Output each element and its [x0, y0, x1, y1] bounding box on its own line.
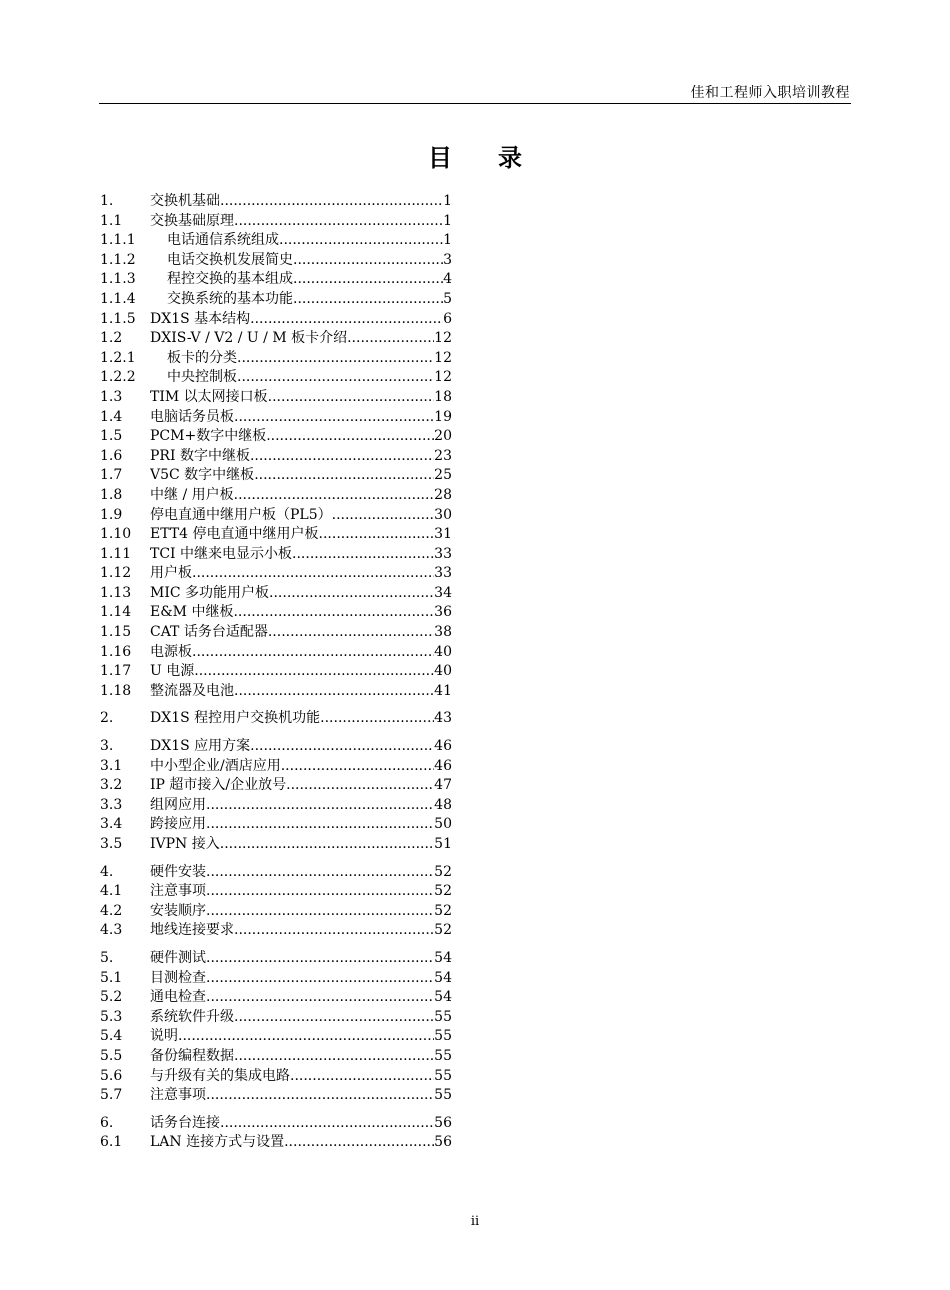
toc-entry-label: 目测检查 — [150, 969, 206, 986]
toc-entry-page: 12 — [434, 330, 452, 347]
toc-entry-number: 5.1 — [100, 969, 123, 986]
toc-entry-label: 组网应用 — [150, 796, 206, 813]
toc-entry[interactable] — [100, 466, 452, 486]
toc-entry-body — [150, 902, 452, 922]
toc-entry-page: 19 — [434, 408, 452, 425]
toc-entry-body — [150, 1067, 452, 1087]
toc-entry-number: 1.8 — [100, 486, 123, 503]
toc-entry-body — [150, 310, 452, 330]
toc-entry-label: V5C 数字中继板 — [150, 467, 255, 484]
toc-entry[interactable] — [100, 1086, 452, 1106]
toc-entry[interactable] — [100, 329, 452, 349]
toc-entry-page: 5 — [443, 290, 452, 307]
toc-entry-number: 3.2 — [100, 777, 123, 794]
toc-entry-label: DXIS-V / V2 / U / M 板卡介绍 — [150, 330, 348, 347]
toc-dot-leader — [206, 882, 434, 902]
toc-entry-label: U 电源 — [150, 663, 195, 680]
toc-entry-label: TCI 中继来电显示小板 — [150, 545, 293, 562]
toc-entry-page: 30 — [434, 506, 452, 523]
toc-entry-number: 1.12 — [100, 565, 132, 582]
toc-entry-page: 25 — [434, 467, 452, 484]
page-number: ii — [470, 1214, 480, 1229]
toc-dot-leader — [347, 329, 434, 349]
toc-dot-leader — [192, 643, 434, 663]
toc-entry-label: IP 超市接入/企业放号 — [150, 777, 287, 794]
page-title — [0, 138, 950, 173]
toc-dot-leader — [319, 525, 435, 545]
toc-dot-leader — [237, 368, 434, 388]
toc-entry-number: 1.9 — [100, 506, 123, 523]
toc-entry[interactable] — [100, 525, 452, 545]
toc-entry-body — [150, 949, 452, 969]
toc-entry-page: 55 — [434, 1028, 452, 1045]
toc-dot-leader — [320, 709, 434, 729]
toc-entry-page: 28 — [434, 486, 452, 503]
toc-entry[interactable] — [100, 1067, 452, 1087]
toc-dot-leader — [266, 427, 434, 447]
toc-entry-body — [150, 737, 452, 757]
toc-dot-leader — [192, 564, 434, 584]
toc-entry[interactable] — [100, 349, 452, 369]
toc-entry-page: 1 — [443, 193, 452, 209]
toc-entry-number: 1.1.5 — [100, 310, 136, 327]
toc-entry-number: 1.1.3 — [100, 271, 136, 288]
toc-entry-page: 46 — [434, 738, 452, 755]
toc-entry[interactable] — [100, 863, 452, 883]
toc-entry-body — [150, 709, 452, 729]
toc-entry-number: 1. — [100, 193, 114, 209]
toc-entry-number: 1.7 — [100, 467, 123, 484]
toc-entry-number: 4. — [100, 863, 114, 880]
toc-entry[interactable] — [100, 709, 452, 729]
toc-entry[interactable] — [100, 486, 452, 506]
toc-dot-leader — [281, 757, 434, 777]
toc-entry-page: 52 — [434, 863, 452, 880]
toc-dot-leader — [269, 584, 434, 604]
toc-entry[interactable] — [100, 682, 452, 702]
toc-entry-body — [150, 349, 452, 369]
toc-entry[interactable] — [100, 623, 452, 643]
toc-entry[interactable] — [100, 231, 452, 251]
toc-entry-number: 2. — [100, 710, 114, 727]
toc-dot-leader — [220, 835, 434, 855]
toc-entry-number: 5.7 — [100, 1087, 123, 1104]
toc-entry-number: 5. — [100, 949, 114, 966]
toc-entry-label: PCM+数字中继板 — [150, 428, 267, 445]
toc-entry-label: 程控交换的基本组成 — [167, 271, 293, 288]
toc-dot-leader — [234, 408, 434, 428]
toc-entry-number: 4.1 — [100, 883, 123, 900]
toc-entry-page: 56 — [434, 1114, 452, 1131]
toc-entry[interactable] — [100, 643, 452, 663]
toc-entry[interactable] — [100, 969, 452, 989]
toc-entry-body — [150, 1047, 452, 1067]
toc-entry-number: 1.4 — [100, 408, 123, 425]
toc-entry-number: 1.3 — [100, 388, 123, 405]
toc-dot-leader — [178, 1027, 434, 1047]
toc-entry-label: 注意事项 — [150, 883, 206, 900]
toc-entry-body — [150, 408, 452, 428]
toc-entry-number: 6.1 — [100, 1134, 123, 1151]
toc-entry-page: 54 — [434, 949, 452, 966]
toc-entry-number: 1.1.4 — [100, 290, 136, 307]
toc-entry-page: 36 — [434, 604, 452, 621]
toc-entry-page: 54 — [434, 989, 452, 1006]
toc-entry-label: 系统软件升级 — [150, 1008, 234, 1025]
toc-entry-label: E&M 中继板 — [150, 604, 234, 621]
toc-entry-body — [150, 815, 452, 835]
toc-entry-number: 1.2.1 — [100, 349, 136, 366]
toc-entry-body — [150, 682, 452, 702]
toc-entry-body — [150, 192, 452, 212]
toc-entry[interactable] — [100, 388, 452, 408]
toc-entry-page: 1 — [443, 232, 452, 249]
toc-entry-label: 安装顺序 — [150, 902, 206, 919]
toc-dot-leader — [194, 662, 434, 682]
toc-entry-body — [150, 427, 452, 447]
toc-entry-body — [150, 466, 452, 486]
toc-entry[interactable] — [100, 506, 452, 526]
toc-entry-label: DX1S 基本结构 — [150, 310, 251, 327]
toc-entry[interactable] — [100, 290, 452, 310]
toc-entry-number: 1.1.2 — [100, 251, 136, 268]
toc-entry-body — [150, 1133, 452, 1153]
toc-entry[interactable] — [100, 427, 452, 447]
toc-entry-label: 交换系统的基本功能 — [167, 290, 293, 307]
toc-entry-page: 55 — [434, 1067, 452, 1084]
toc-entry[interactable] — [100, 1047, 452, 1067]
toc-entry-page: 40 — [434, 663, 452, 680]
toc-entry[interactable] — [100, 815, 452, 835]
toc-entry-body — [150, 882, 452, 902]
toc-dot-leader — [268, 623, 434, 643]
toc-entry-number: 1.1.1 — [100, 232, 136, 249]
toc-entry[interactable] — [100, 564, 452, 584]
toc-entry-label: 与升级有关的集成电路 — [150, 1067, 290, 1084]
toc-entry-number: 3.4 — [100, 816, 123, 833]
toc-entry-body — [150, 525, 452, 545]
toc-entry-number: 3.1 — [100, 757, 123, 774]
toc-entry[interactable] — [100, 882, 452, 902]
toc-entry-number: 3.3 — [100, 796, 123, 813]
toc-entry-body — [150, 988, 452, 1008]
toc-entry-number: 1.6 — [100, 447, 123, 464]
toc-entry-label: 电脑话务员板 — [150, 408, 234, 425]
toc-dot-leader — [293, 270, 443, 290]
toc-entry-body — [150, 835, 452, 855]
toc-dot-leader — [254, 466, 434, 486]
toc-entry-page: 48 — [434, 796, 452, 813]
toc-entry-body — [150, 969, 452, 989]
toc-entry-page: 18 — [434, 388, 452, 405]
toc-entry-label: TIM 以太网接口板 — [150, 388, 268, 405]
toc-dot-leader — [279, 231, 443, 251]
toc-dot-leader — [234, 1008, 434, 1028]
toc-entry[interactable] — [100, 1008, 452, 1028]
toc-entry-page: 55 — [434, 1047, 452, 1064]
toc-entry-number: 1.5 — [100, 428, 123, 445]
toc-entry-label: 停电直通中继用户板（PL5） — [150, 506, 332, 523]
toc-entry-number: 5.4 — [100, 1028, 123, 1045]
toc-entry-body — [150, 1027, 452, 1047]
toc-entry-label: IVPN 接入 — [150, 836, 220, 852]
toc-entry-label: 注意事项 — [150, 1087, 206, 1104]
toc-entry-label: 跨接应用 — [150, 816, 206, 833]
toc-dot-leader — [293, 251, 443, 271]
toc-entry-number: 5.6 — [100, 1067, 123, 1084]
toc-entry-label: 硬件测试 — [150, 949, 206, 966]
toc-entry-page: 47 — [434, 777, 452, 794]
toc-dot-leader — [206, 988, 434, 1008]
toc-dot-leader — [206, 1086, 434, 1106]
toc-dot-leader — [234, 1047, 434, 1067]
toc-dot-leader — [233, 603, 434, 623]
toc-dot-leader — [237, 349, 434, 369]
toc-entry[interactable] — [100, 949, 452, 969]
toc-entry-body — [150, 329, 452, 349]
toc-entry-page: 52 — [434, 922, 452, 939]
toc-entry-body — [150, 506, 452, 526]
toc-entry-number: 1.18 — [100, 682, 132, 699]
toc-dot-leader — [234, 486, 435, 506]
toc-dot-leader — [250, 737, 434, 757]
toc-entry[interactable] — [100, 447, 452, 467]
toc-dot-leader — [292, 545, 434, 565]
toc-entry-number: 5.2 — [100, 989, 123, 1006]
toc-entry-label: 中小型企业/酒店应用 — [150, 757, 281, 774]
toc-entry[interactable] — [100, 251, 452, 271]
toc-entry-body — [150, 863, 452, 883]
toc-entry-number: 4.2 — [100, 902, 123, 919]
toc-entry-page: 46 — [434, 757, 452, 774]
toc-entry-label: LAN 连接方式与设置 — [150, 1134, 285, 1151]
toc-dot-leader — [206, 969, 434, 989]
toc-entry-label: CAT 话务台适配器 — [150, 624, 268, 641]
toc-dot-leader — [220, 1114, 434, 1134]
toc-dot-leader — [286, 776, 434, 796]
toc-entry-page: 31 — [434, 526, 452, 543]
toc-entry-page: 38 — [434, 624, 452, 641]
toc-dot-leader — [250, 310, 443, 330]
toc-entry-body — [150, 776, 452, 796]
toc-entry-number: 1.14 — [100, 604, 132, 621]
toc-entry[interactable] — [100, 1133, 452, 1153]
toc-dot-leader — [284, 1133, 434, 1153]
toc-entry-label: MIC 多功能用户板 — [150, 584, 270, 601]
toc-entry-label: 板卡的分类 — [167, 349, 237, 366]
toc-entry[interactable] — [100, 408, 452, 428]
toc-entry[interactable] — [100, 603, 452, 623]
toc-entry-label: 中继 / 用户板 — [150, 486, 234, 503]
toc-entry-body — [150, 757, 452, 777]
toc-entry-page: 1 — [443, 212, 452, 229]
toc-entry-label: ETT4 停电直通中继用户板 — [150, 526, 319, 543]
toc-entry-page: 34 — [434, 584, 452, 601]
toc-entry-number: 1.17 — [100, 663, 132, 680]
toc-entry[interactable] — [100, 1114, 452, 1134]
toc-entry-page: 20 — [434, 428, 452, 445]
toc-entry-label: PRI 数字中继板 — [150, 447, 250, 464]
toc-entry-page: 43 — [434, 710, 452, 727]
toc-entry-body — [150, 603, 452, 623]
toc-entry[interactable] — [100, 584, 452, 604]
toc-entry-body — [150, 1114, 452, 1134]
toc-entry[interactable] — [100, 902, 452, 922]
toc-dot-leader — [332, 506, 435, 526]
header-rule — [99, 103, 851, 104]
toc-entry-label: 地线连接要求 — [150, 922, 234, 939]
toc-entry-body — [150, 1086, 452, 1106]
toc-entry-label: 中央控制板 — [167, 369, 237, 386]
toc-entry-body — [150, 368, 452, 388]
toc-entry-number: 5.5 — [100, 1047, 123, 1064]
toc-entry-number: 4.3 — [100, 922, 123, 939]
toc-entry-page: 33 — [434, 565, 452, 582]
toc-entry-label: DX1S 应用方案 — [150, 738, 251, 755]
toc-entry-label: 说明 — [150, 1028, 178, 1045]
toc-entry-body — [150, 796, 452, 816]
toc-dot-leader — [206, 796, 434, 816]
toc-entry-number: 1.2 — [100, 330, 123, 347]
toc-entry[interactable] — [100, 1027, 452, 1047]
toc-entry-number: 6. — [100, 1114, 114, 1131]
toc-entry-body — [150, 545, 452, 565]
table-of-contents — [100, 192, 452, 1153]
toc-entry[interactable] — [100, 192, 452, 212]
toc-entry[interactable] — [100, 757, 452, 777]
toc-entry-page: 51 — [434, 836, 452, 852]
toc-dot-leader — [206, 815, 434, 835]
toc-entry-page: 41 — [434, 682, 452, 699]
toc-entry-label: 交换机基础 — [150, 193, 220, 209]
toc-entry-label: DX1S 程控用户交换机功能 — [150, 710, 321, 727]
toc-entry-label: 用户板 — [150, 565, 192, 582]
toc-entry[interactable] — [100, 368, 452, 388]
toc-dot-leader — [206, 902, 434, 922]
toc-entry[interactable] — [100, 776, 452, 796]
running-header: 佳和工程师入职培训教程 — [690, 85, 850, 101]
toc-entry-page: 6 — [443, 310, 452, 327]
toc-entry-number: 5.3 — [100, 1008, 123, 1025]
toc-dot-leader — [293, 290, 443, 310]
toc-entry-page: 4 — [443, 271, 452, 288]
toc-entry-body — [150, 388, 452, 408]
toc-entry-label: 电话交换机发展简史 — [167, 251, 293, 268]
toc-entry-body — [150, 921, 452, 941]
toc-entry[interactable] — [100, 662, 452, 682]
toc-entry-page: 3 — [443, 251, 452, 268]
toc-entry-label: 电源板 — [150, 643, 192, 660]
toc-entry-body — [150, 251, 452, 271]
title-char-1: 目 — [428, 144, 452, 172]
toc-entry-body — [150, 212, 452, 232]
toc-entry-body — [150, 486, 452, 506]
toc-entry-number: 3. — [100, 738, 114, 755]
toc-entry-page: 50 — [434, 816, 452, 833]
toc-entry-number: 3.5 — [100, 836, 123, 852]
toc-dot-leader — [250, 447, 434, 467]
toc-entry-number: 1.16 — [100, 643, 132, 660]
toc-entry-label: 整流器及电池 — [150, 682, 234, 699]
toc-entry-number: 1.2.2 — [100, 369, 136, 386]
toc-entry[interactable] — [100, 988, 452, 1008]
toc-entry-number: 1.15 — [100, 624, 132, 641]
toc-dot-leader — [234, 212, 443, 232]
toc-entry-page: 33 — [434, 545, 452, 562]
title-char-2: 录 — [498, 144, 522, 172]
toc-entry-body — [150, 643, 452, 663]
toc-entry[interactable] — [100, 310, 452, 330]
toc-entry-body — [150, 290, 452, 310]
toc-entry-page: 12 — [434, 369, 452, 386]
toc-entry-number: 1.13 — [100, 584, 132, 601]
toc-entry[interactable] — [100, 796, 452, 816]
toc-entry-body — [150, 447, 452, 467]
toc-entry-body — [150, 270, 452, 290]
toc-entry[interactable] — [100, 270, 452, 290]
toc-entry[interactable] — [100, 921, 452, 941]
toc-entry-body — [150, 231, 452, 251]
toc-entry[interactable] — [100, 545, 452, 565]
toc-entry-page: 56 — [434, 1134, 452, 1151]
toc-dot-leader — [234, 921, 434, 941]
toc-entry-number: 1.11 — [100, 545, 132, 562]
toc-entry-body — [150, 1008, 452, 1028]
toc-entry-body — [150, 564, 452, 584]
toc-dot-leader — [206, 949, 434, 969]
toc-entry[interactable] — [100, 835, 452, 855]
toc-entry-page: 52 — [434, 883, 452, 900]
toc-entry-page: 55 — [434, 1087, 452, 1104]
toc-entry-label: 交换基础原理 — [150, 212, 234, 229]
toc-entry-body — [150, 584, 452, 604]
toc-entry-page: 54 — [434, 969, 452, 986]
toc-entry-body — [150, 623, 452, 643]
toc-entry-page: 55 — [434, 1008, 452, 1025]
toc-entry-body — [150, 662, 452, 682]
toc-dot-leader — [206, 863, 434, 883]
toc-entry-label: 硬件安装 — [150, 863, 206, 880]
toc-entry-number: 1.10 — [100, 526, 132, 543]
toc-dot-leader — [220, 192, 443, 212]
toc-entry-label: 话务台连接 — [150, 1114, 220, 1131]
toc-dot-leader — [234, 682, 434, 702]
toc-entry-label: 电话通信系统组成 — [167, 232, 279, 249]
toc-entry-page: 23 — [434, 447, 452, 464]
toc-dot-leader — [268, 388, 435, 408]
toc-entry[interactable] — [100, 737, 452, 757]
toc-entry-label: 通电检查 — [150, 989, 206, 1006]
toc-entry-page: 52 — [434, 902, 452, 919]
toc-entry[interactable] — [100, 212, 452, 232]
toc-dot-leader — [290, 1067, 434, 1087]
toc-entry-page: 40 — [434, 643, 452, 660]
toc-entry-number: 1.1 — [100, 212, 123, 229]
toc-entry-page: 12 — [434, 349, 452, 366]
toc-entry-label: 备份编程数据 — [150, 1047, 234, 1064]
